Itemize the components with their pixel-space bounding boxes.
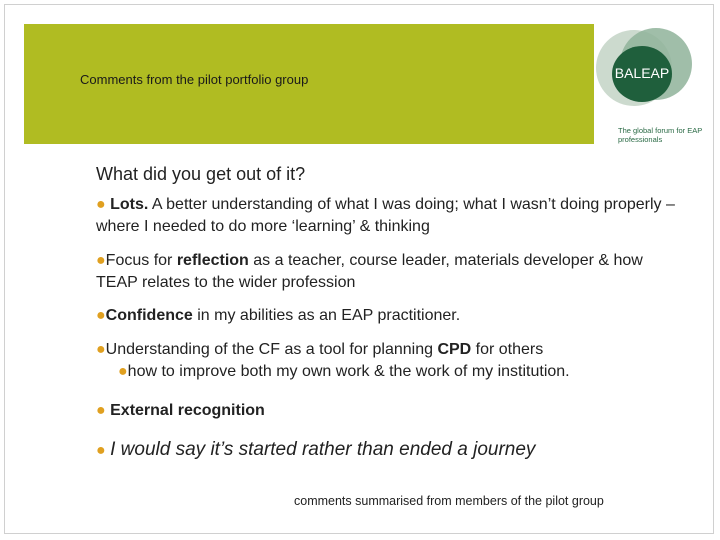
item-journey: [96, 439, 535, 462]
item-bold: reflection: [176, 252, 249, 269]
bullet-icon: ●: [96, 196, 106, 213]
slide-title: Comments from the pilot portfolio group: [80, 72, 309, 87]
sub-item: [96, 361, 570, 383]
sub-item-text: how to improve both my own work & the work of my institution.: [127, 363, 570, 380]
item-quote: I would say it’s started rather than ended a journey: [110, 439, 536, 460]
item-recognition: [96, 400, 265, 422]
item-bold: Lots.: [110, 196, 149, 213]
bullet-icon: ●: [96, 307, 106, 324]
sub-bullet-icon: ●: [118, 363, 128, 380]
item-pre: Understanding of the CF as a tool for planning: [105, 341, 438, 358]
item-cpd: [96, 339, 570, 383]
item-text: as a teacher, course leader, materials developer & how TEAP relates to the wider profession: [96, 252, 643, 291]
item-pre: Focus for: [105, 252, 177, 269]
bullet-icon: ●: [96, 442, 106, 459]
logo-text: BALEAP: [614, 65, 670, 81]
item-text: for others: [471, 341, 544, 358]
item-reflection: [96, 250, 686, 294]
footer-note: comments summarised from members of the pilot group: [294, 494, 604, 508]
question-heading: What did you get out of it?: [96, 164, 306, 184]
item-bold: Confidence: [105, 307, 193, 324]
item-text: A better understanding of what I was doing; what I wasn’t doing properly – where I needed to do more ‘learning’ & thinking: [96, 196, 675, 235]
item-text: in my abilities as an EAP practitioner.: [192, 307, 461, 324]
item-lots: [96, 194, 686, 238]
item-bold: External recognition: [110, 402, 265, 419]
bullet-icon: ●: [96, 341, 106, 358]
item-bold: CPD: [437, 341, 472, 358]
logo-tagline: The global forum for EAP professionals: [618, 126, 703, 144]
bullet-icon: ●: [96, 252, 106, 269]
item-confidence: [96, 305, 460, 327]
bullet-icon: ●: [96, 402, 106, 419]
